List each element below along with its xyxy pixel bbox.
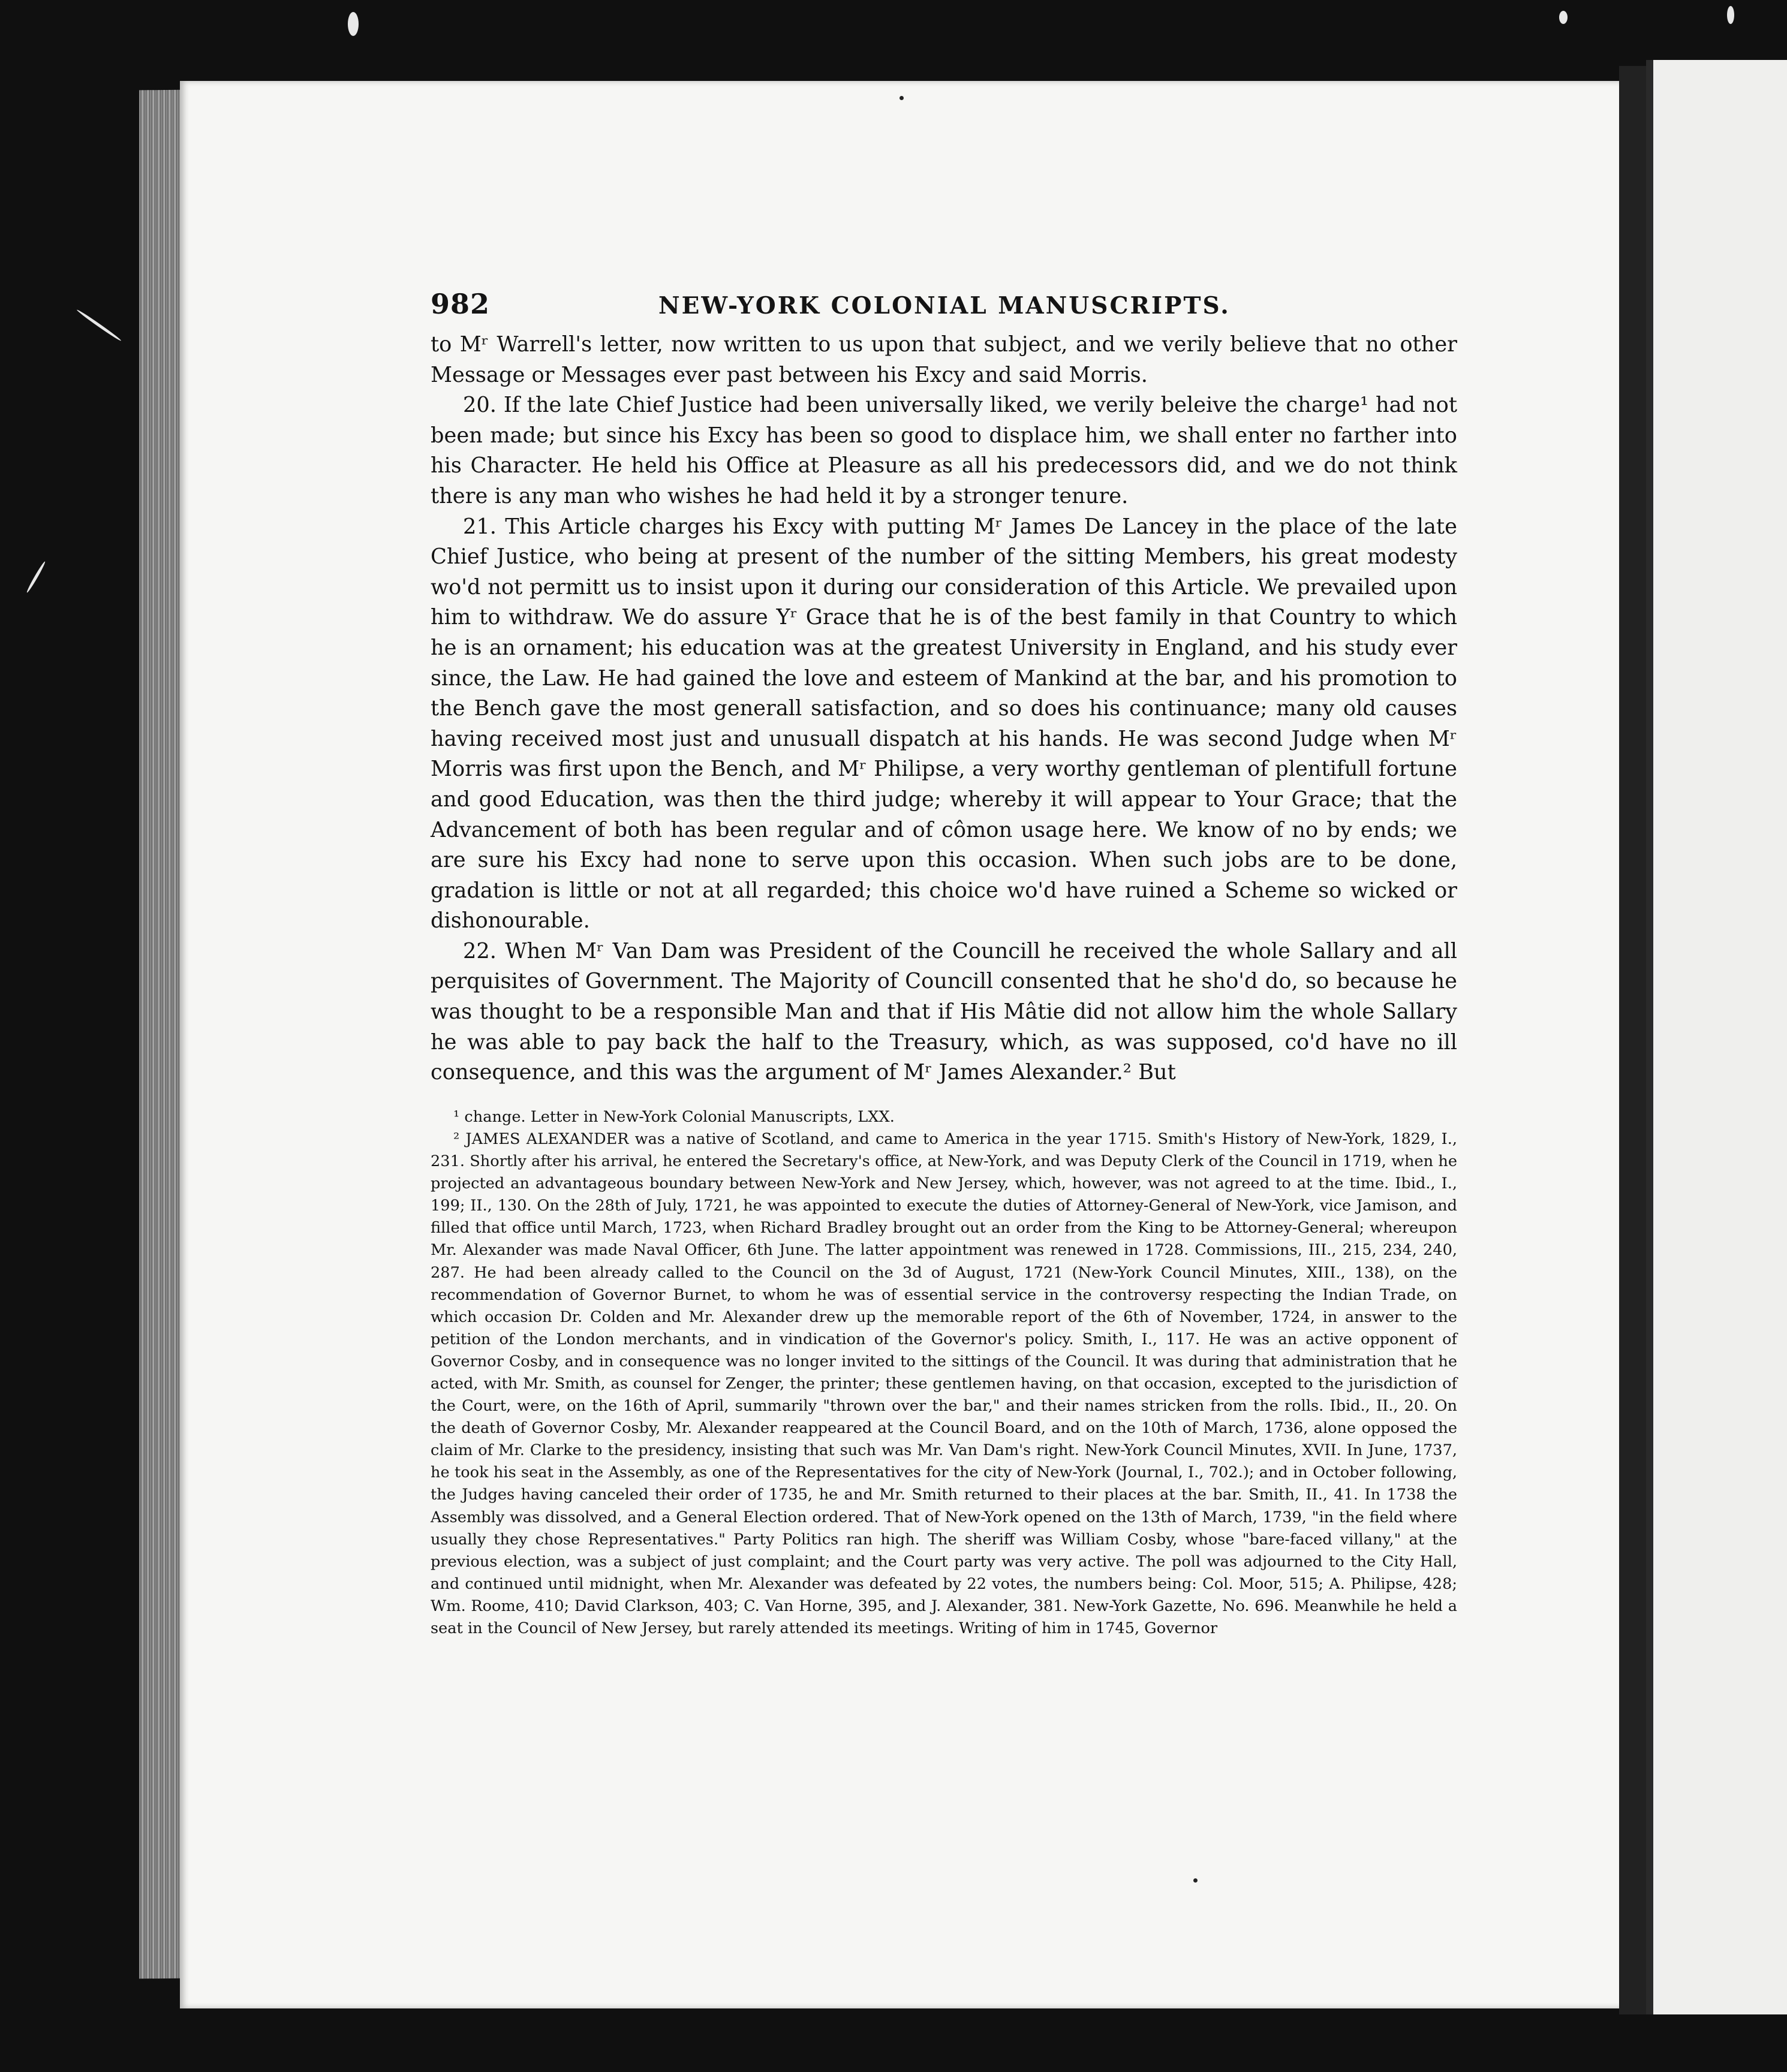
paragraph-20: 20. If the late Chief Justice had been universally liked, we verily beleive the charge¹ had not been made; but since his Excy has been so good to displace him, we shall enter no farther into his Character. He held his Office at Pleasure as all his predecessors did, and we do not think there is any man who wishes he had held it by a stronger tenure.	[431, 393, 1457, 508]
scan-speck	[26, 561, 46, 593]
body-text	[431, 330, 1457, 1088]
running-title: NEW-YORK COLONIAL MANUSCRIPTS.	[658, 292, 1231, 320]
facing-page-border	[1646, 60, 1653, 2014]
paragraph-22: 22. When Mʳ Van Dam was President of the Councill he received the whole Sallary and all perquisites of Government. The Majority of Councill consented that he sho'd do, so because he was thought to be a responsible Man and that if His Mâtie did not allow him the whole Sallary he was able to pay back the half to the Treasury, which, as was supposed, co'd have no ill consequence, and this was the argument of Mʳ James Alexander.² But	[431, 938, 1457, 1085]
page-content	[431, 288, 1457, 1640]
running-head	[431, 288, 1457, 330]
scan-speck	[1559, 11, 1568, 24]
paragraph-21: 21. This Article charges his Excy with putting Mʳ James De Lancey in the place of the late Chief Justice, who being at present of the number of the sitting Members, his great modesty wo'd not permitt us to insist upon it during our consideration of this Article. We prevailed upon him to withdraw. We do assure Yʳ Grace that he is of the best family in that Country to which he is an ornament; his education was at the greatest University in England, and his study ever since, the Law. He had gained the love and esteem of Mankind at the bar, and his promotion to the Bench gave the most generall satisfaction, and so does his continuance; many old causes having received most just and unusuall dispatch at his hands. He was second Judge when Mʳ Morris was first upon the Bench, and Mʳ Philipse, a very worthy gentleman of plentifull fortune and good Education, was then the third judge; whereby it will appear to Your Grace; that the Advancement of both has been regular and of cômon usage here. We know of no by ends; we are sure his Excy had none to serve upon this occasion. When such jobs are to be done, gradation is little or not at all regarded; this choice wo'd have ruined a Scheme so wicked or dishonourable.	[431, 514, 1457, 933]
facing-page-edge	[1646, 60, 1787, 2014]
paragraph-continued: to Mʳ Warrell's letter, now written to us upon that subject, and we verily believe that no other Message or Messages ever past between his Excy and said Morris.	[431, 332, 1457, 387]
book-gutter	[1619, 66, 1646, 2014]
scan-speck	[76, 309, 122, 342]
scan-speck	[348, 12, 359, 36]
footnote-1: ¹ change. Letter in New-York Colonial Manuscripts, LXX.	[453, 1107, 895, 1126]
scan-speck	[1727, 6, 1734, 24]
scan-dot	[1193, 1878, 1198, 1883]
footnotes	[431, 1106, 1457, 1640]
scan-dot	[899, 96, 904, 100]
footnote-2: ² JAMES ALEXANDER was a native of Scotland, and came to America in the year 1715. Smith's History of New-York, 1829, I., 231. Shortly after his arrival, he entered the Secretary's office, at New-York, and was Deputy Clerk of the Council in 1719, when he projected an advantageous boundary between New-York and New Jersey, which, however, was not agreed to at the time. Ibid., I., 199; II., 130. On the 28th of July, 1721, he was appointed to execute the duties of Attorney-General of New-York, vice Jamison, and filled that office until March, 1723, when Richard Bradley brought out an order from the King to be Attorney-General; whereupon Mr. Alexander was made Naval Officer, 6th June. The latter appointment was renewed in 1728. Commissions, III., 215, 234, 240, 287. He had been already called to the Council on the 3d of August, 1721 (New-York Council Minutes, XIII., 138), on the recommendation of Governor Burnet, to whom he was of essential service in the controversy respecting the Indian Trade, on which occasion Dr. Colden and Mr. Alexander drew up the memorable report of the 6th of November, 1724, in answer to the petition of the London merchants, and in vindication of the Governor's policy. Smith, I., 117. He was an active opponent of Governor Cosby, and in consequence was no longer invited to the sittings of the Council. It was during that administration that he acted, with Mr. Smith, as counsel for Zenger, the printer; these gentlemen having, on that occasion, excepted to the jurisdiction of the Court, were, on the 16th of April, summarily "thrown over the bar," and their names stricken from the rolls. Ibid., II., 20. On the death of Governor Cosby, Mr. Alexander reappeared at the Council Board, and on the 10th of March, 1736, alone opposed the claim of Mr. Clarke to the presidency, insisting that such was Mr. Van Dam's right. New-York Council Minutes, XVII. In June, 1737, he took his seat in the Assembly, as one of the Representatives for the city of New-York (Journal, I., 702.); and in October following, the Judges having canceled their order of 1735, he and Mr. Smith returned to their places at the bar. Smith, II., 41. In 1738 the Assembly was dissolved, and a General Election ordered. That of New-York opened on the 13th of March, 1739, "in the field where usually they chose Representatives." Party Politics ran high. The sheriff was William Cosby, whose "bare-faced villany," at the previous election, was a subject of just complaint; and the Court party was very active. The poll was adjourned to the City Hall, and continued until midnight, when Mr. Alexander was defeated by 22 votes, the numbers being: Col. Moor, 515; A. Philipse, 428; Wm. Roome, 410; David Clarkson, 403; C. Van Horne, 395, and J. Alexander, 381. New-York Gazette, No. 696. Meanwhile he held a seat in the Council of New Jersey, but rarely attended its meetings. Writing of him in 1745, Governor	[431, 1130, 1457, 1637]
page-number: 982	[431, 288, 491, 320]
